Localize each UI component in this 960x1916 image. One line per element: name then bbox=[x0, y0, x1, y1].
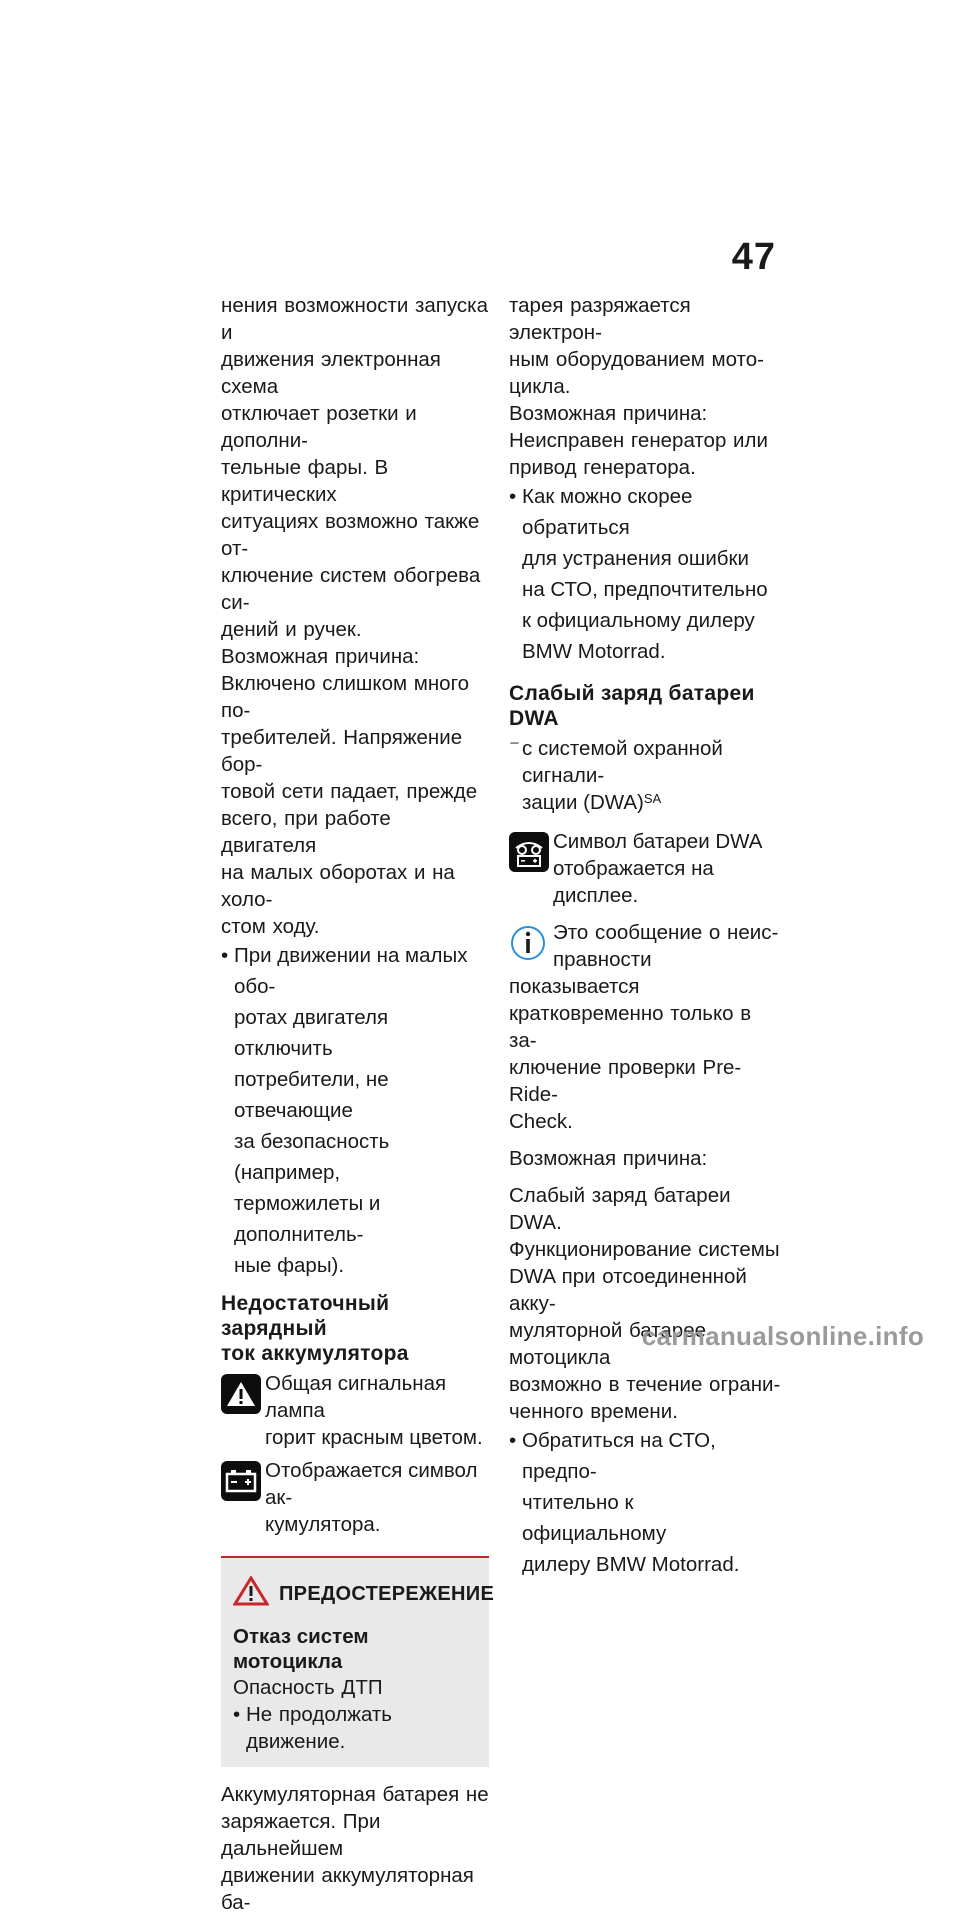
list-item: ⁻ с системой охранной сигнали- зации (DWA)$^{SA}$ bbox=[509, 735, 723, 814]
warning-triangle-icon bbox=[221, 1374, 261, 1414]
bullet-marker: • bbox=[509, 485, 517, 508]
watermark: carmanualsonline.info bbox=[641, 1321, 924, 1351]
list-item: • Обратиться на СТО, предпо- чтительно к официальному дилеру BMW Motorrad. bbox=[509, 1425, 781, 1580]
cause-label: Возможная причина: bbox=[221, 645, 420, 668]
info-icon bbox=[509, 923, 547, 968]
warning-triangle-icon bbox=[233, 1576, 269, 1612]
warning-box bbox=[221, 1556, 495, 1767]
dash-marker: ⁻ bbox=[509, 735, 520, 758]
list-item: • Как можно скорее обратиться для устранения ошибки на СТО, предпочтительно к официальному дилеру BMW Motorrad. bbox=[509, 481, 781, 667]
sa-superscript: SA bbox=[643, 791, 662, 806]
bullet-marker: • bbox=[509, 1429, 517, 1452]
right-paragraph-2: Неисправен генератор или привод генератора. bbox=[509, 429, 768, 479]
info-note: Это сообщение о неис- правности показывается кратковременно только в за- ключение проверки Pre-Ride- Check. bbox=[509, 921, 779, 1133]
left-paragraph-1: нения возможности запуска и движения электронная схема отключает розетки и дополни- тельные фары. В критических ситуациях возможно также от- ключение систем обогрева си- дений и ручек. bbox=[221, 294, 488, 641]
warning-danger: Опасность ДТП bbox=[233, 1676, 383, 1699]
warning-lamp-row: Общая сигнальная лампа горит красным цветом. bbox=[221, 1370, 489, 1451]
right-paragraph-1: тарея разряжается электрон- ным оборудованием мото- цикла. bbox=[509, 294, 764, 398]
bullet-marker: • bbox=[221, 944, 229, 967]
warning-title: ПРЕДОСТЕРЕЖЕНИЕ bbox=[233, 1576, 479, 1612]
battery-icon bbox=[221, 1461, 261, 1501]
dwa-battery-icon bbox=[509, 832, 549, 872]
right-paragraph-3: Слабый заряд батареи DWA. Функционирование системы DWA при отсоединенной акку- муляторной батарее мотоцикла возможно в течение ограни- ченного времени. bbox=[509, 1184, 781, 1423]
battery-symbol-row: Отображается символ ак- кумулятора. bbox=[221, 1457, 489, 1538]
list-item: • При движении на малых обо- ротах двигателя отключить потребители, не отвечающие за безопасность (например, терможилеты и дополнитель- ные фары). bbox=[221, 940, 489, 1281]
section-heading-dwa: Слабый заряд батареи DWA bbox=[509, 682, 755, 730]
cause-label: Возможная причина: bbox=[509, 402, 708, 425]
cause-label: Возможная причина: bbox=[509, 1147, 708, 1170]
left-paragraph-3: Аккумуляторная батарея не заряжается. При дальнейшем движении аккумуляторная ба- bbox=[221, 1783, 489, 1914]
warning-subtitle: Отказ систем мотоцикла bbox=[233, 1625, 369, 1673]
left-paragraph-2: Включено слишком много по- требителей. Напряжение бор- товой сети падает, прежде всего, при работе двигателя на малых оборотах и на холо- стом ходу. bbox=[221, 672, 478, 938]
page-number: 47 bbox=[731, 236, 776, 278]
dwa-battery-row: Символ батареи DWA отображается на дисплее. bbox=[509, 828, 781, 909]
right-column bbox=[509, 292, 781, 1580]
section-heading-charge-current: Недостаточный зарядный ток аккумулятора bbox=[221, 1292, 409, 1365]
warning-bullet: • Не продолжать движение. bbox=[233, 1701, 479, 1755]
left-column bbox=[221, 292, 495, 1916]
